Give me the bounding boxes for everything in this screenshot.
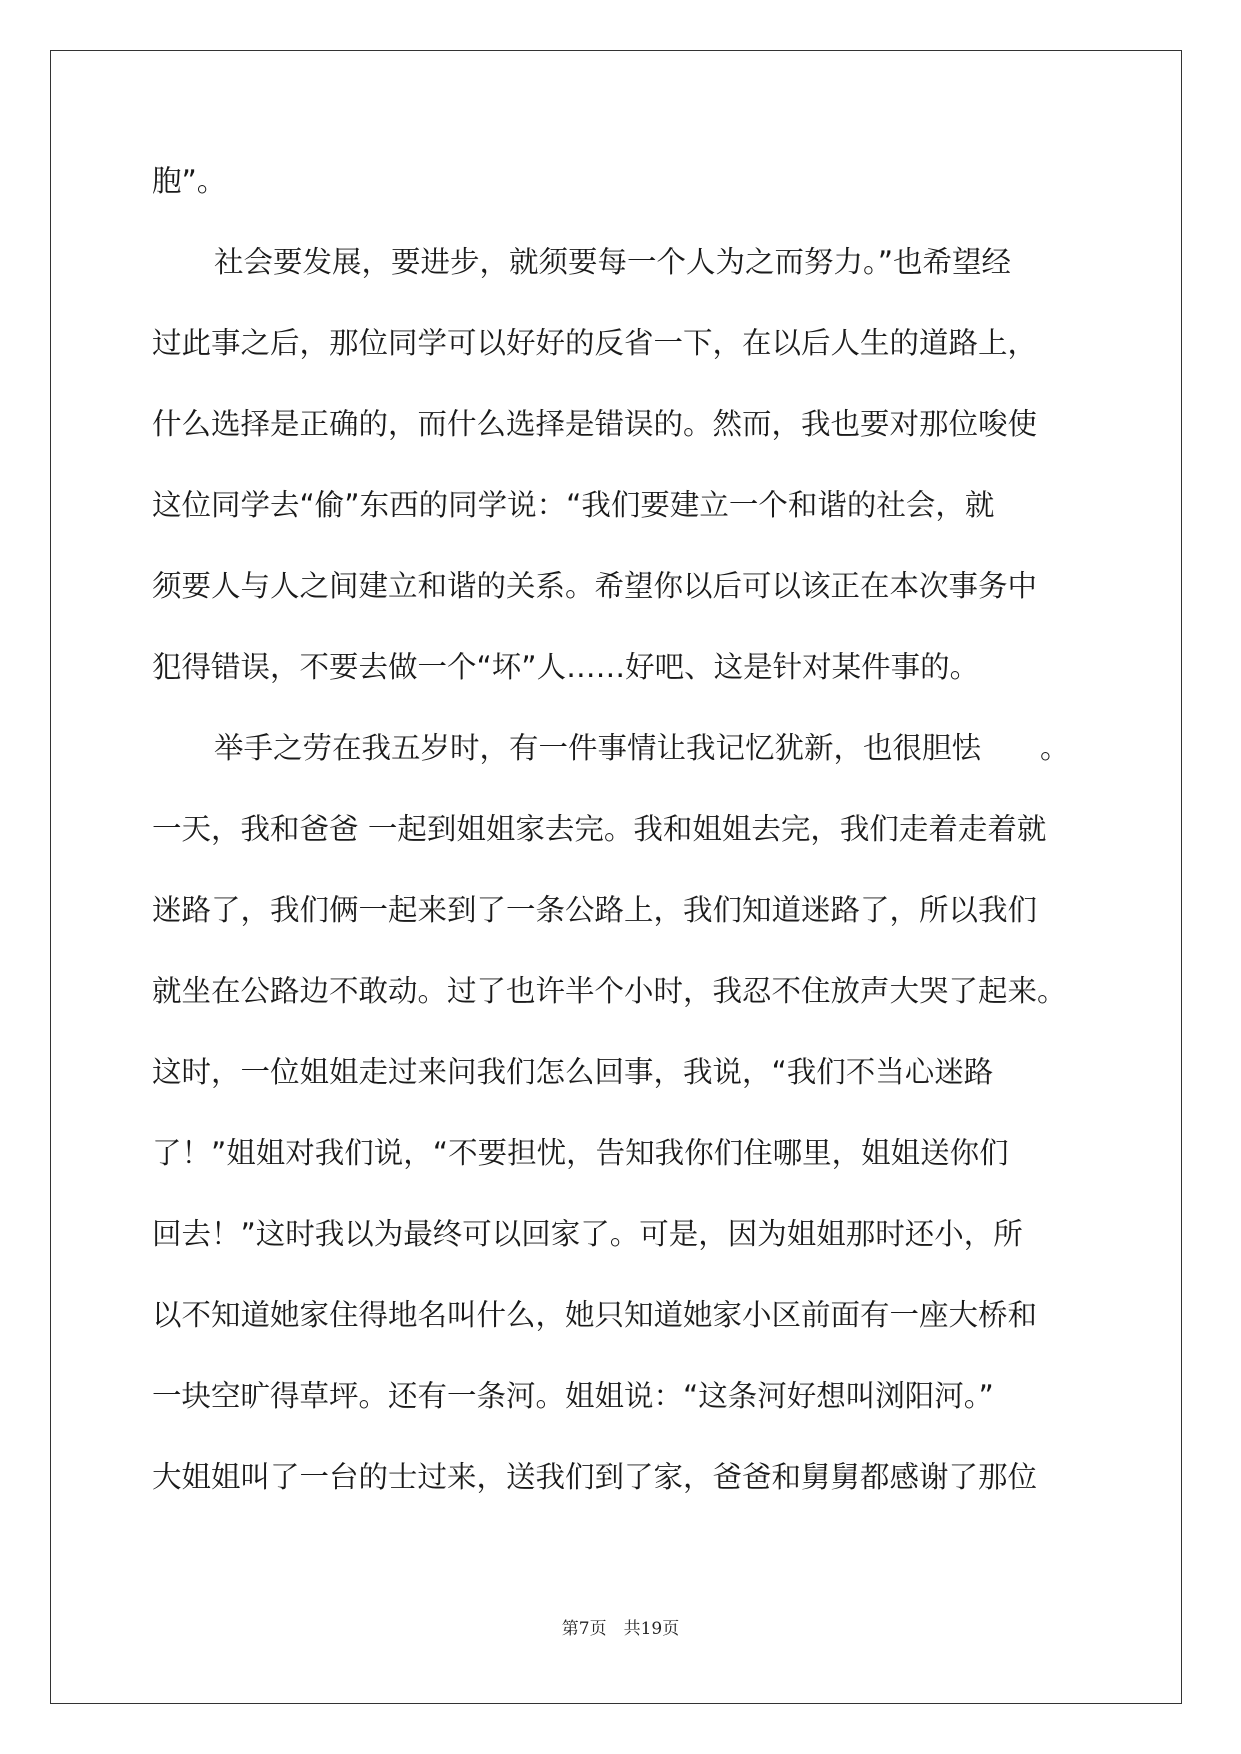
text-line: 回去！”这时我以为最终可以回家了。可是，因为姐姐那时还小，所 <box>152 1217 1023 1251</box>
paragraph-start-line: 社会要发展，要进步，就须要每一个人为之而努力。”也希望经 <box>214 245 1012 279</box>
text-line: 犯得错误，不要去做一个“坏”人……好吧、这是针对某件事的。 <box>152 650 980 684</box>
text-line: 一块空旷得草坪。还有一条河。姐姐说：“这条河好想叫浏阳河。” <box>152 1379 994 1413</box>
paragraph-start-line: 举手之劳在我五岁时，有一件事情让我记忆犹新，也很胆怯 。 <box>214 731 1070 765</box>
document-body <box>152 159 1092 1536</box>
text-line: 一天，我和爸爸 一起到姐姐家去完。我和姐姐去完，我们走着走着就 <box>152 812 1047 846</box>
page-number-footer: 第7页 共19页 <box>561 1619 680 1639</box>
text-line: 就坐在公路边不敢动。过了也许半个小时，我忍不住放声大哭了起来。 <box>152 974 1067 1008</box>
text-line: 这位同学去“偷”东西的同学说：“我们要建立一个和谐的社会，就 <box>152 488 995 522</box>
text-line: 大姐姐叫了一台的士过来，送我们到了家，爸爸和舅舅都感谢了那位 <box>152 1460 1038 1494</box>
text-line: 以不知道她家住得地名叫什么，她只知道她家小区前面有一座大桥和 <box>152 1298 1038 1332</box>
text-line: 须要人与人之间建立和谐的关系。希望你以后可以该正在本次事务中 <box>152 569 1038 603</box>
text-line: 过此事之后，那位同学可以好好的反省一下，在以后人生的道路上， <box>152 326 1038 360</box>
text-line: 什么选择是正确的，而什么选择是错误的。然而，我也要对那位唆使 <box>152 407 1038 441</box>
text-line: 了！”姐姐对我们说，“不要担忧，告知我你们住哪里，姐姐送你们 <box>152 1136 1009 1170</box>
text-line: 胞”。 <box>152 164 227 198</box>
text-line: 迷路了，我们俩一起来到了一条公路上，我们知道迷路了，所以我们 <box>152 893 1038 927</box>
text-line: 这时，一位姐姐走过来问我们怎么回事，我说，“我们不当心迷路 <box>152 1055 994 1089</box>
